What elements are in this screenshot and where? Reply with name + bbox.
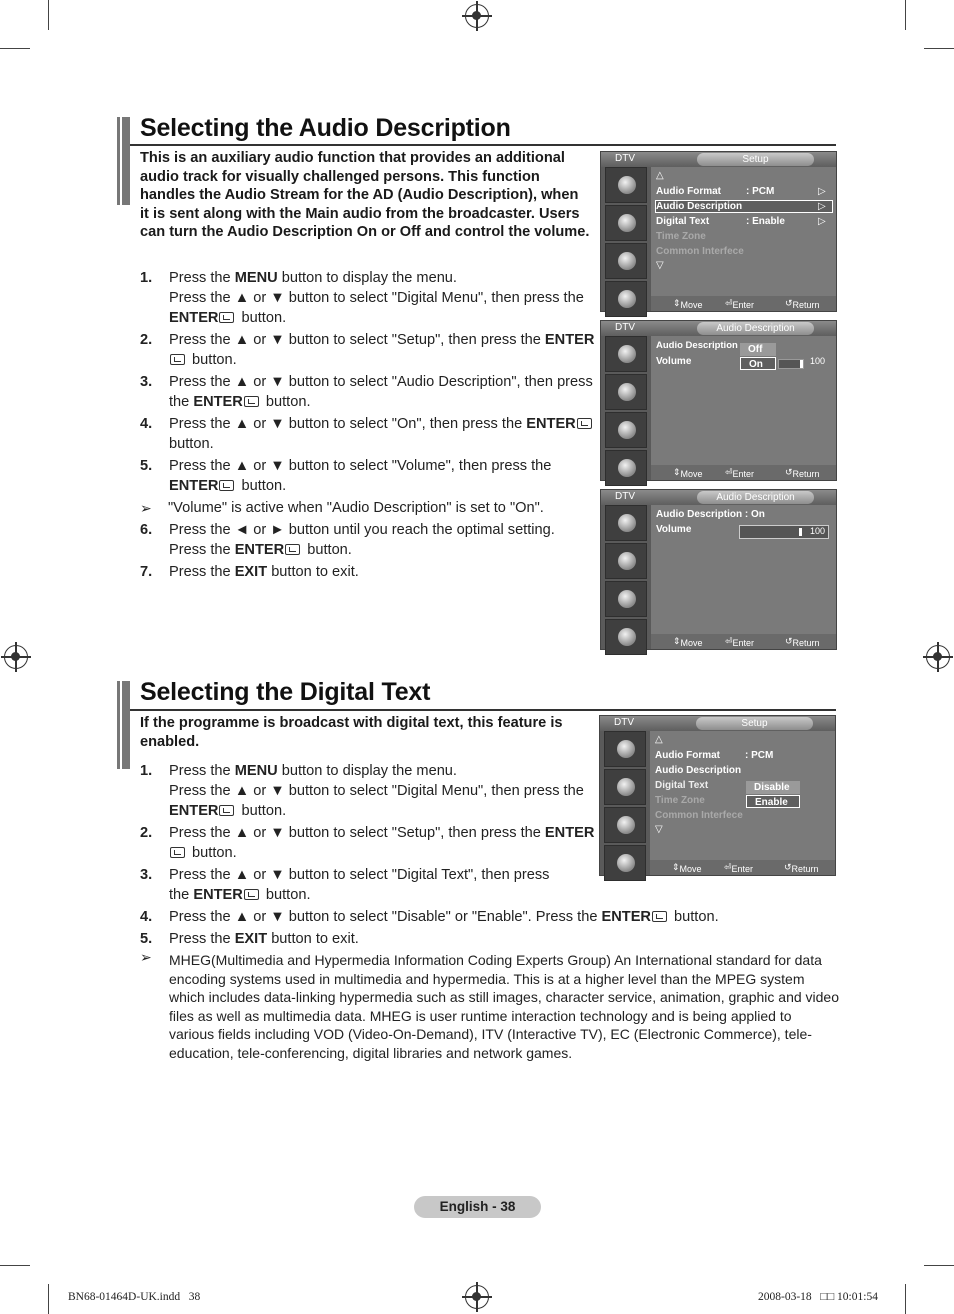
steps-list-digital-text-continued xyxy=(140,907,840,951)
section-bar xyxy=(117,681,130,769)
steps-list-audio-description xyxy=(140,268,595,584)
menu-picture-icon xyxy=(605,336,647,372)
section-title-digital-text: Selecting the Digital Text xyxy=(140,678,431,706)
osd-audio-description-select: DTV Audio Description Audio Description Volume Off On 100 ⇕ Move ⏎ Enter ↺ Return xyxy=(600,320,837,481)
volume-value: 100 xyxy=(810,526,826,536)
menu-sound-icon xyxy=(605,205,647,241)
option-enable[interactable]: Enable xyxy=(746,795,800,808)
section-bar xyxy=(117,117,130,205)
osd-footer: ⇕ Move ⏎ Enter ↺ Return xyxy=(651,296,836,311)
step-item: 1. Press the MENU button to display the menu. Press the ▲ or ▼ button to select "Digital Menu", then press the ENTER button. xyxy=(140,270,584,326)
crop-mark xyxy=(48,1284,49,1314)
crop-mark xyxy=(924,1265,954,1266)
menu-item-digital-text[interactable]: Digital Text : Enable ▷ xyxy=(656,216,826,227)
osd-audio-description-volume: DTV Audio Description Audio Description : On Volume 100 ⇕ Move ⏎ Enter ↺ Return xyxy=(600,489,837,650)
crop-mark xyxy=(905,1284,906,1314)
step-item: 4. Press the ▲ or ▼ button to select "On", then press the ENTER button. xyxy=(140,414,595,454)
enter-icon xyxy=(219,312,234,323)
osd-digital-text-select: DTV Setup △ Audio Format : PCM Audio Description Digital Text Time Zone Common Interfece ▽ Disable Enable ⇕ Move ⏎ Enter ↺ Return xyxy=(599,715,836,876)
osd-footer: ⇕ Move ⏎ Enter ↺ Return xyxy=(651,465,836,480)
step-item: 2. Press the ▲ or ▼ button to select "Setup", then press the ENTER button. xyxy=(140,332,595,368)
menu-item-common-interface[interactable]: Common Interfece xyxy=(655,810,743,821)
menu-setup-icon xyxy=(604,807,646,843)
crop-mark xyxy=(48,0,49,30)
menu-setup-icon xyxy=(605,243,647,279)
registration-mark-icon xyxy=(465,4,489,28)
steps-list-digital-text xyxy=(140,761,595,907)
step-item: 3. Press the ▲ or ▼ button to select "Digital Text", then press the ENTER button. xyxy=(140,867,550,903)
menu-input-icon xyxy=(605,281,647,317)
menu-sound-icon xyxy=(605,374,647,410)
menu-item-audio-format[interactable]: Audio Format : PCM ▷ xyxy=(656,186,826,197)
note-item: ➢ "Volume" is active when "Audio Description" is set to "On". xyxy=(140,500,544,516)
enter-icon xyxy=(577,418,592,429)
menu-item-audio-description[interactable]: Audio Description xyxy=(655,765,742,776)
osd-footer: ⇕ Move ⏎ Enter ↺ Return xyxy=(651,634,836,649)
step-item: 1. Press the MENU button to display the menu. Press the ▲ or ▼ button to select "Digital Menu", then press the ENTER button. xyxy=(140,763,584,819)
enter-icon xyxy=(652,911,667,922)
step-item: 2. Press the ▲ or ▼ button to select "Setup", then press the ENTER button. xyxy=(140,825,595,861)
section-rule xyxy=(130,709,836,711)
step-item: 7. Press the EXIT button to exit. xyxy=(140,564,359,580)
step-item: 6. Press the ◄ or ► button until you reach the optimal setting. Press the ENTER button. xyxy=(140,522,555,558)
registration-mark-icon xyxy=(465,1285,489,1309)
menu-item-audio-format[interactable]: Audio Format : PCM xyxy=(655,750,774,761)
menu-picture-icon xyxy=(605,505,647,541)
crop-mark xyxy=(924,48,954,49)
menu-item-audio-description[interactable]: Audio Description xyxy=(656,340,738,351)
menu-input-icon xyxy=(605,450,647,486)
note-arrow-icon: ➢ xyxy=(140,500,152,516)
crop-mark xyxy=(0,1265,30,1266)
step-item: 3. Press the ▲ or ▼ button to select "Audio Description", then press the ENTER button. xyxy=(140,374,593,410)
enter-icon xyxy=(219,805,234,816)
option-off[interactable]: Off xyxy=(740,343,776,356)
crop-mark xyxy=(905,0,906,30)
enter-icon xyxy=(219,480,234,491)
menu-input-icon xyxy=(604,845,646,881)
step-item: 4. Press the ▲ or ▼ button to select "Disable" or "Enable". Press the ENTER button. xyxy=(140,909,719,925)
menu-setup-icon xyxy=(605,412,647,448)
menu-sound-icon xyxy=(605,543,647,579)
menu-item-audio-description[interactable]: Audio Description ▷ xyxy=(656,201,832,212)
option-on[interactable]: On xyxy=(740,357,776,370)
osd-setup-menu: DTV Setup △ Audio Format : PCM ▷ Audio Description ▷ Digital Text : Enable ▷ Time Zone Common Interfece ▽ ⇕ Move ⏎ Enter ↺ Return xyxy=(600,151,837,312)
enter-icon xyxy=(244,396,259,407)
mheg-note: MHEG(Multimedia and Hypermedia Information Coding Experts Group) An International standard for data encoding systems used in multimedia and hypermedia. This is at a higher level than the MPEG system which includes data-linking hypermedia such as still images, character service, animation, graphic and video files as well as multimedia data. MHEG is user runtime interaction technology and is being applied to various fields including VOD (Video-On-Demand), ITV (Interactive TV), EC (Electronic Commerce), tele-education, tele-conferencing, digital libraries and network games. xyxy=(169,952,840,1061)
date-slug: 2008-03-18 □□ 10:01:54 xyxy=(758,1291,878,1303)
crop-mark xyxy=(0,48,30,49)
menu-input-icon xyxy=(605,619,647,655)
enter-icon xyxy=(244,889,259,900)
step-item: 5. Press the ▲ or ▼ button to select "Volume", then press the ENTER button. xyxy=(140,458,552,494)
intro-paragraph: This is an auxiliary audio function that provides an additional audio track for visually challenged persons. This function handles the Audio Stream for the AD (Audio Description), when it is sent along with the Main audio from the broadcaster. Users can turn the Audio Description On or Off and control the volume. xyxy=(140,150,590,241)
registration-mark-icon xyxy=(4,645,28,669)
enter-icon xyxy=(285,544,300,555)
section-rule xyxy=(130,144,836,146)
osd-footer: ⇕ Move ⏎ Enter ↺ Return xyxy=(650,860,835,875)
page-number: English - 38 xyxy=(414,1196,541,1218)
menu-sound-icon xyxy=(604,769,646,805)
volume-bar xyxy=(778,359,804,369)
file-slug: BN68-01464D-UK.indd 38 xyxy=(68,1291,201,1303)
registration-mark-icon xyxy=(926,645,950,669)
menu-item-volume[interactable]: Volume xyxy=(656,356,692,367)
step-item: 5. Press the EXIT button to exit. xyxy=(140,931,359,947)
menu-item-time-zone[interactable]: Time Zone xyxy=(656,231,706,242)
option-disable[interactable]: Disable xyxy=(746,781,800,794)
note-arrow-icon: ➢ xyxy=(140,949,152,965)
menu-setup-icon xyxy=(605,581,647,617)
menu-item-time-zone[interactable]: Time Zone xyxy=(655,795,705,806)
enter-icon xyxy=(170,847,185,858)
intro-paragraph: If the programme is broadcast with digital text, this feature is enabled. xyxy=(140,715,563,750)
menu-item-digital-text[interactable]: Digital Text xyxy=(655,780,709,791)
section-title-audio-description: Selecting the Audio Description xyxy=(140,114,511,142)
menu-item-audio-description[interactable]: Audio Description : On xyxy=(656,509,765,520)
menu-item-common-interface[interactable]: Common Interfece xyxy=(656,246,744,257)
volume-value: 100 xyxy=(810,356,826,366)
enter-icon xyxy=(170,354,185,365)
menu-picture-icon xyxy=(604,731,646,767)
menu-picture-icon xyxy=(605,167,647,203)
menu-item-volume[interactable]: Volume xyxy=(656,524,692,535)
